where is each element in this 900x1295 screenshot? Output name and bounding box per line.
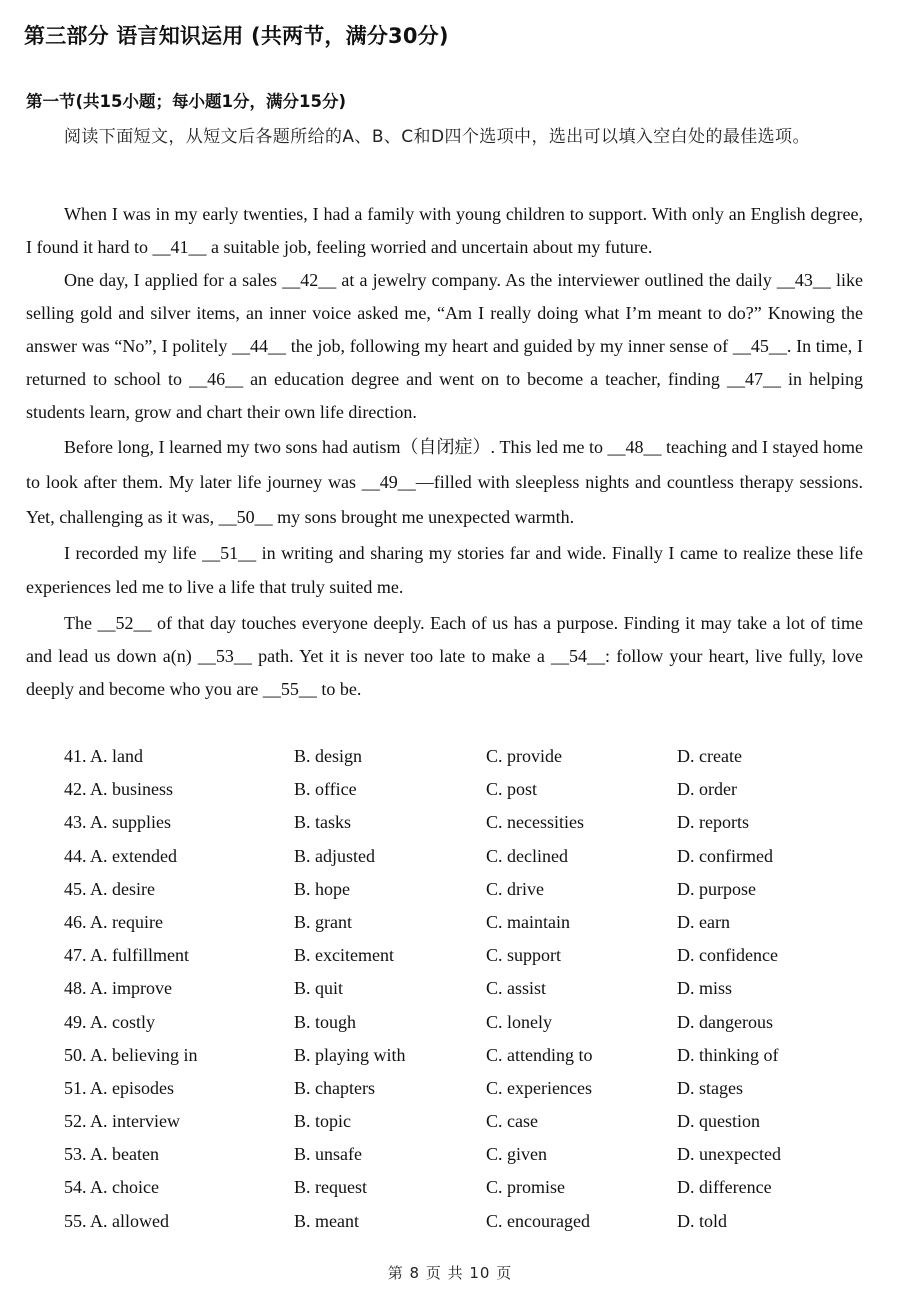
- question-row-51: [64, 1072, 864, 1105]
- option-c: C. assist: [486, 978, 547, 999]
- option-a: 55. A. allowed: [64, 1210, 169, 1231]
- question-row-53: [64, 1138, 864, 1171]
- option-c: C. given: [486, 1144, 547, 1165]
- option-c: C. post: [486, 779, 538, 800]
- question-row-49: [64, 1006, 864, 1039]
- part-title: 第三部分 语言知识运用 (共两节，满分30分): [24, 24, 449, 48]
- option-a: 51. A. episodes: [64, 1077, 174, 1098]
- option-c: C. experiences: [486, 1077, 592, 1098]
- section-title: 第一节(共15小题；每小题1分，满分15分): [26, 92, 346, 111]
- question-row-44: [64, 840, 864, 873]
- option-b: B. tough: [294, 1011, 357, 1032]
- option-a: 43. A. supplies: [64, 812, 172, 833]
- option-d: D. confidence: [677, 945, 778, 966]
- page-footer: 第 8 页 共 10 页: [387, 1264, 513, 1282]
- option-c: C. necessities: [486, 812, 584, 833]
- option-c: C. maintain: [486, 911, 570, 932]
- instruction-text: 阅读下面短文，从短文后各题所给的A、B、C和D四个选项中，选出可以填入空白处的最佳选项。: [64, 127, 810, 147]
- passage-paragraph-3: Before long, I learned my two sons had autism（自闭症）. This led me to __48__ teaching and I stayed home to look after them. My later life journey was __49__—filled with sleepless nights and countless therapy sessions. Yet, challenging as it was, __50__ my sons brought me unexpected warmth.: [26, 437, 863, 527]
- option-a: 53. A. beaten: [64, 1144, 159, 1165]
- option-b: B. design: [294, 746, 363, 766]
- option-c: C. declined: [486, 845, 568, 866]
- option-d: D. told: [677, 1210, 728, 1231]
- option-b: B. playing with: [294, 1044, 406, 1065]
- option-d: D. confirmed: [677, 845, 773, 866]
- passage-paragraph-5: The __52__ of that day touches everyone deeply. Each of us has a purpose. Finding it may take a lot of time and lead us down a(n) __53__ path. Yet it is never too late to make a __54__: follow your heart, live fully, love deeply and become who you are __55__ to be.: [26, 613, 863, 699]
- option-a: 44. A. extended: [64, 845, 177, 866]
- option-d: D. create: [677, 746, 742, 766]
- option-c: C. provide: [486, 746, 562, 766]
- option-c: C. lonely: [486, 1011, 552, 1032]
- option-a: 49. A. costly: [64, 1011, 156, 1032]
- option-b: B. request: [294, 1177, 367, 1198]
- option-c: C. encouraged: [486, 1210, 590, 1231]
- option-a: 42. A. business: [64, 779, 174, 800]
- question-row-46: [64, 906, 864, 939]
- option-a: 45. A. desire: [64, 878, 155, 899]
- option-a: 50. A. believing in: [64, 1044, 198, 1065]
- option-d: D. earn: [677, 911, 730, 932]
- option-b: B. excitement: [294, 945, 394, 966]
- option-a: 54. A. choice: [64, 1177, 159, 1198]
- option-b: B. meant: [294, 1210, 359, 1231]
- question-row-52: [64, 1105, 864, 1138]
- option-c: C. support: [486, 945, 562, 966]
- option-b: B. chapters: [294, 1077, 375, 1098]
- option-b: B. office: [294, 779, 357, 800]
- option-a: 46. A. require: [64, 911, 163, 932]
- passage-paragraph-2: One day, I applied for a sales __42__ at a jewelry company. As the interviewer outlined the daily __43__ like selling gold and silver items, an inner voice asked me, “Am I really doing what I’m meant to do?” Knowing the answer was “No”, I politely __44__ the job, following my heart and guided by my inner sense of __45__. In time, I returned to school to __46__ an education degree and went on to become a teacher, finding __47__ in helping students learn, grow and chart their own life direction.: [26, 270, 863, 422]
- option-b: B. quit: [294, 978, 344, 999]
- answer-options-list: [64, 740, 864, 1238]
- passage-paragraph-4: I recorded my life __51__ in writing and sharing my stories far and wide. Finally I came to realize these life experiences led me to live a life that truly suited me.: [26, 543, 863, 597]
- option-c: C. drive: [486, 878, 544, 899]
- option-d: D. difference: [677, 1177, 772, 1198]
- question-row-47: [64, 939, 864, 972]
- option-a: 47. A. fulfillment: [64, 945, 189, 966]
- option-d: D. stages: [677, 1077, 743, 1098]
- question-row-43: [64, 806, 864, 839]
- option-d: D. reports: [677, 812, 749, 833]
- option-c: C. attending to: [486, 1044, 593, 1065]
- option-d: D. order: [677, 779, 737, 800]
- option-d: D. purpose: [677, 878, 756, 899]
- option-d: D. unexpected: [677, 1144, 781, 1165]
- option-c: C. case: [486, 1111, 538, 1132]
- option-a: 52. A. interview: [64, 1111, 180, 1132]
- option-b: B. unsafe: [294, 1144, 362, 1165]
- question-row-48: [64, 972, 864, 1005]
- option-b: B. topic: [294, 1111, 351, 1132]
- passage-paragraph-1: When I was in my early twenties, I had a family with young children to support. With only an English degree, I found it hard to __41__ a suitable job, feeling worried and uncertain about my future.: [26, 204, 863, 257]
- option-c: C. promise: [486, 1177, 565, 1198]
- option-b: B. hope: [294, 878, 350, 899]
- question-row-50: [64, 1039, 864, 1072]
- question-row-54: [64, 1171, 864, 1204]
- question-row-42: [64, 773, 864, 806]
- option-d: D. question: [677, 1111, 760, 1132]
- option-b: B. adjusted: [294, 845, 375, 866]
- option-a: 48. A. improve: [64, 978, 172, 999]
- question-row-41: [64, 740, 864, 773]
- question-row-45: [64, 873, 864, 906]
- question-row-55: [64, 1205, 864, 1238]
- option-a: 41. A. land: [64, 746, 143, 766]
- option-b: B. grant: [294, 911, 352, 932]
- option-d: D. miss: [677, 978, 733, 999]
- option-d: D. dangerous: [677, 1011, 773, 1032]
- option-d: D. thinking of: [677, 1044, 779, 1065]
- option-b: B. tasks: [294, 812, 352, 833]
